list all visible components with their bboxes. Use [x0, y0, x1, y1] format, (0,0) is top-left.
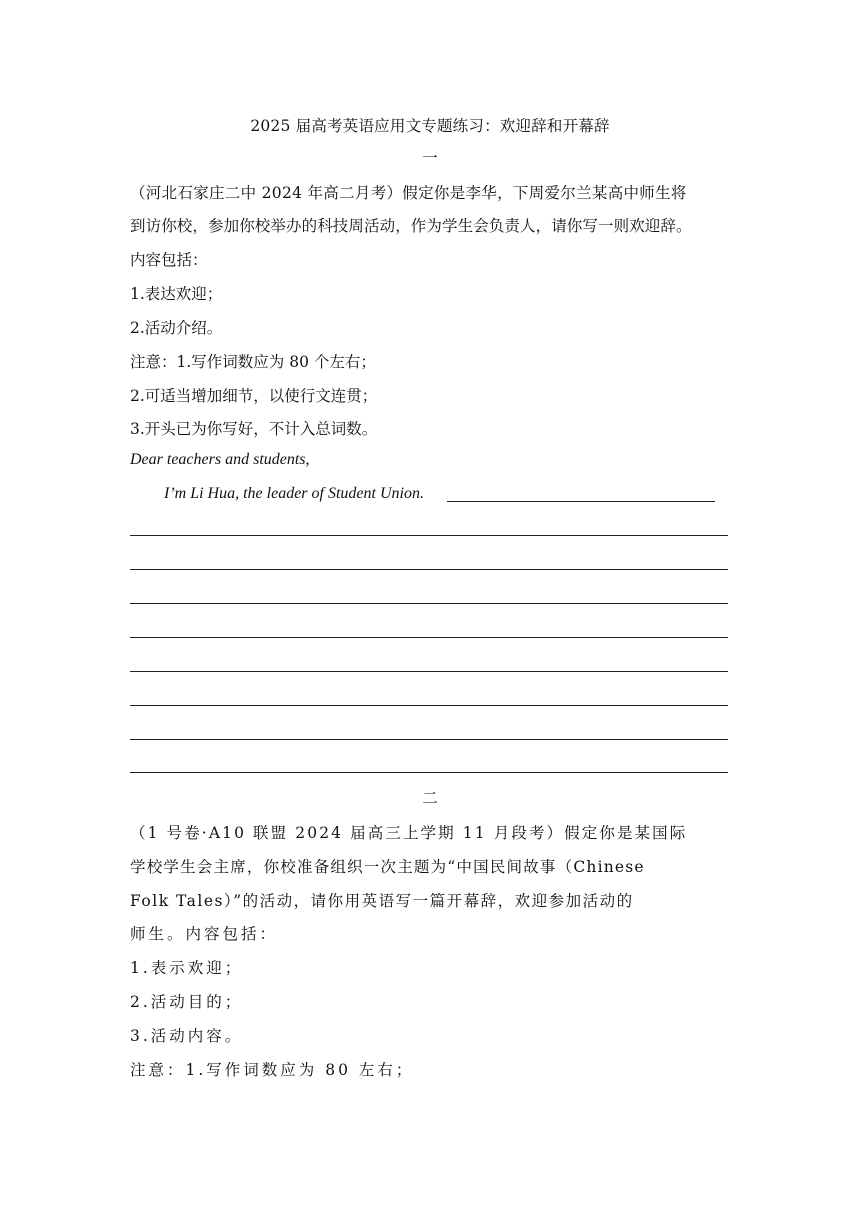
section1-note2: 2.可适当增加细节，以使行文连贯； — [130, 387, 378, 405]
answer-blank-line — [130, 637, 728, 638]
section-number-2: 二 — [422, 789, 438, 807]
answer-blank-inline — [447, 501, 715, 502]
section2-prompt-line1: （1 号卷·A10 联盟 2024 届高三上学期 11 月段考）假定你是某国际 — [130, 824, 688, 842]
answer-blank-line — [130, 535, 728, 536]
section1-note3: 3.开头已为你写好，不计入总词数。 — [130, 420, 378, 438]
section2-note1: 注意：1.写作词数应为 80 左右； — [130, 1061, 415, 1079]
section1-prompt-line1: （河北石家庄二中 2024 年高二月考）假定你是李华，下周爱尔兰某高中师生将 — [130, 184, 687, 202]
letter-salutation: Dear teachers and students, — [130, 451, 310, 468]
answer-blank-line — [130, 772, 728, 773]
section1-item2: 2.活动介绍。 — [130, 319, 223, 337]
answer-blank-line — [130, 569, 728, 570]
section1-item1: 1.表达欢迎； — [130, 285, 223, 303]
section2-prompt-line2: 学校学生会主席，你校准备组织一次主题为“中国民间故事（Chinese — [130, 858, 645, 876]
section1-note1: 注意：1.写作词数应为 80 个左右； — [130, 353, 376, 371]
answer-blank-line — [130, 705, 728, 706]
section2-item1: 1.表示欢迎； — [130, 959, 244, 977]
section-number-1: 一 — [422, 149, 438, 167]
letter-opening: I’m Li Hua, the leader of Student Union. — [164, 485, 424, 502]
answer-blank-line — [130, 603, 728, 604]
answer-blank-line — [130, 739, 728, 740]
section2-item3: 3.活动内容。 — [130, 1027, 244, 1045]
section2-prompt-line3: Folk Tales）”的活动，请你用英语写一篇开幕辞，欢迎参加活动的 — [130, 892, 634, 910]
section1-prompt-line3: 内容包括： — [130, 251, 208, 269]
document-title: 2025 届高考英语应用文专题练习：欢迎辞和开幕辞 — [250, 117, 610, 135]
section2-item2: 2.活动目的； — [130, 993, 244, 1011]
section2-prompt-line4: 师生。内容包括： — [130, 925, 279, 943]
section1-prompt-line2: 到访你校，参加你校举办的科技周活动，作为学生会负责人，请你写一则欢迎辞。 — [130, 217, 692, 235]
answer-blank-line — [130, 671, 728, 672]
